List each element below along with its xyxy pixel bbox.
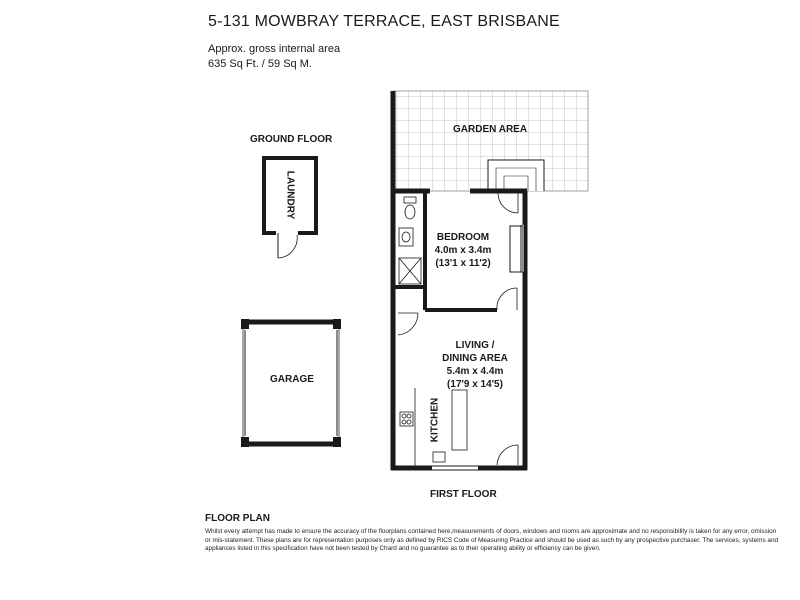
- garden-area-label: GARDEN AREA: [453, 124, 528, 135]
- bedroom-label: [433, 231, 493, 270]
- living-name-line1: LIVING /: [455, 340, 495, 351]
- bedroom-metric: 4.0m x 3.4m: [434, 245, 492, 256]
- bedroom-imperial: (13'1 x 11'2): [435, 258, 491, 269]
- bedroom-name: BEDROOM: [436, 232, 490, 243]
- bathroom-fixtures: [399, 197, 421, 284]
- laundry-label: LAUNDRY: [284, 170, 296, 220]
- living-name-line2: DINING AREA: [442, 353, 508, 364]
- living-imperial: (17'9 x 14'5): [447, 379, 503, 390]
- floor-plan-heading: FLOOR PLAN: [205, 513, 270, 524]
- living-dining-label: [440, 339, 510, 391]
- first-floor-heading: FIRST FLOOR: [430, 489, 497, 500]
- ground-floor-heading: GROUND FLOOR: [250, 134, 333, 145]
- area-value: 635 Sq Ft. / 59 Sq M.: [208, 58, 312, 70]
- garage-label: GARAGE: [270, 374, 314, 385]
- area-label: Approx. gross internal area: [208, 43, 341, 55]
- kitchen-label: KITCHEN: [429, 397, 441, 443]
- garden-area-plan: [393, 91, 588, 191]
- disclaimer-text: Whilst every attempt has made to ensure the accuracy of the floorplans contained here,measurements of doors, windows and rooms are approximate and no responsibility is taken for any error, omission or mis-statement. These plans are for representation purposes only as defined by RICS Code of Measuring Practice and should be used as such by any prospective purchaser. The services, systems and appliances listed in this specification have not been tested by Chard and no guarantee as to their operating ability or efficiency can be given.: [205, 528, 779, 553]
- living-metric: 5.4m x 4.4m: [446, 366, 504, 377]
- property-address-title: 5-131 MOWBRAY TERRACE, EAST BRISBANE: [208, 13, 560, 30]
